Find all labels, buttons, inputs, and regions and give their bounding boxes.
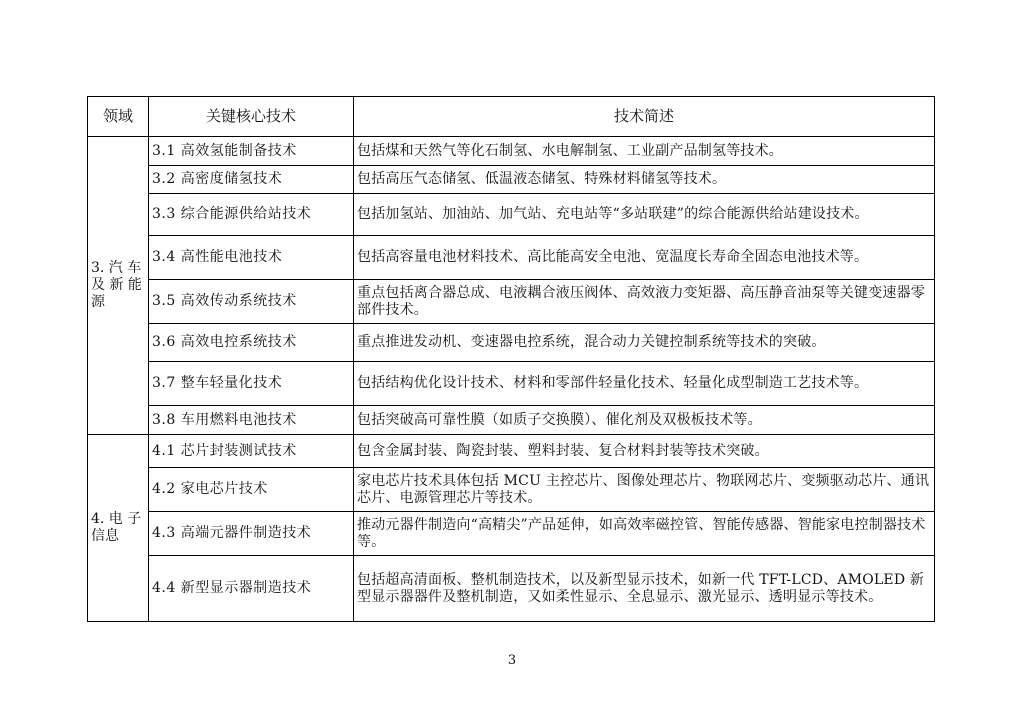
desc-cell: 包含金属封装、陶瓷封装、塑料封装、复合材料封装等技术突破。: [354, 435, 935, 468]
desc-cell: 包括超高清面板、整机制造技术，以及新型显示技术，如新一代 TFT-LCD、AMOLED 新型显示器器件及整机制造，又如柔性显示、全息显示、激光显示、透明显示等技术。: [354, 556, 935, 622]
tech-cell: 3.6 高效电控系统技术: [149, 324, 354, 362]
tech-cell: 3.5 高效传动系统技术: [149, 280, 354, 324]
desc-cell: 重点包括离合器总成、电液耦合液压阀体、高效液力变矩器、高压静音油泵等关键变速器零部件技术。: [354, 280, 935, 324]
tech-cell: 3.1 高效氢能制备技术: [149, 137, 354, 166]
technology-table: [87, 96, 935, 622]
desc-cell: 包括加氢站、加油站、加气站、充电站等“多站联建”的综合能源供给站建设技术。: [354, 194, 935, 236]
tech-cell: 4.2 家电芯片技术: [149, 468, 354, 512]
desc-cell: 推动元器件制造向“高精尖”产品延伸，如高效率磁控管、智能传感器、智能家电控制器技术等。: [354, 512, 935, 556]
header-domain: 领域: [88, 97, 149, 137]
header-key-tech: 关键核心技术: [149, 97, 354, 137]
table-row: [88, 166, 935, 194]
table-row: [88, 362, 935, 406]
desc-cell: 包括煤和天然气等化石制氢、水电解制氢、工业副产品制氢等技术。: [354, 137, 935, 166]
table-row: [88, 324, 935, 362]
desc-cell: 包括突破高可靠性膜（如质子交换膜）、催化剂及双极板技术等。: [354, 406, 935, 435]
tech-cell: 4.1 芯片封装测试技术: [149, 435, 354, 468]
table-row: [88, 280, 935, 324]
desc-cell: 包括结构优化设计技术、材料和零部件轻量化技术、轻量化成型制造工艺技术等。: [354, 362, 935, 406]
desc-cell: 包括高容量电池材料技术、高比能高安全电池、宽温度长寿命全固态电池技术等。: [354, 236, 935, 280]
page-number: 3: [507, 653, 517, 668]
tech-cell: 3.3 综合能源供给站技术: [149, 194, 354, 236]
tech-cell: 3.4 高性能电池技术: [149, 236, 354, 280]
tech-cell: 3.2 高密度储氢技术: [149, 166, 354, 194]
tech-cell: 3.8 车用燃料电池技术: [149, 406, 354, 435]
tech-cell: 4.3 高端元器件制造技术: [149, 512, 354, 556]
table-row: [88, 556, 935, 622]
table-row: [88, 194, 935, 236]
table-row: [88, 512, 935, 556]
table-row: [88, 406, 935, 435]
table-row: [88, 137, 935, 166]
header-description: 技术简述: [354, 97, 935, 137]
table-row: [88, 236, 935, 280]
desc-cell: 重点推进发动机、变速器电控系统，混合动力关键控制系统等技术的突破。: [354, 324, 935, 362]
tech-cell: 3.7 整车轻量化技术: [149, 362, 354, 406]
tech-cell: 4.4 新型显示器制造技术: [149, 556, 354, 622]
table-row: [88, 468, 935, 512]
domain-cell-electronics: 4. 电 子 信息: [88, 435, 149, 622]
table-row: [88, 435, 935, 468]
desc-cell: 包括高压气态储氢、低温液态储氢、特殊材料储氢等技术。: [354, 166, 935, 194]
desc-cell: 家电芯片技术具体包括 MCU 主控芯片、图像处理芯片、物联网芯片、变频驱动芯片、通讯芯片、电源管理芯片等技术。: [354, 468, 935, 512]
table-header-row: [88, 97, 935, 137]
domain-cell-auto: 3. 汽 车 及 新 能 源: [88, 137, 149, 435]
